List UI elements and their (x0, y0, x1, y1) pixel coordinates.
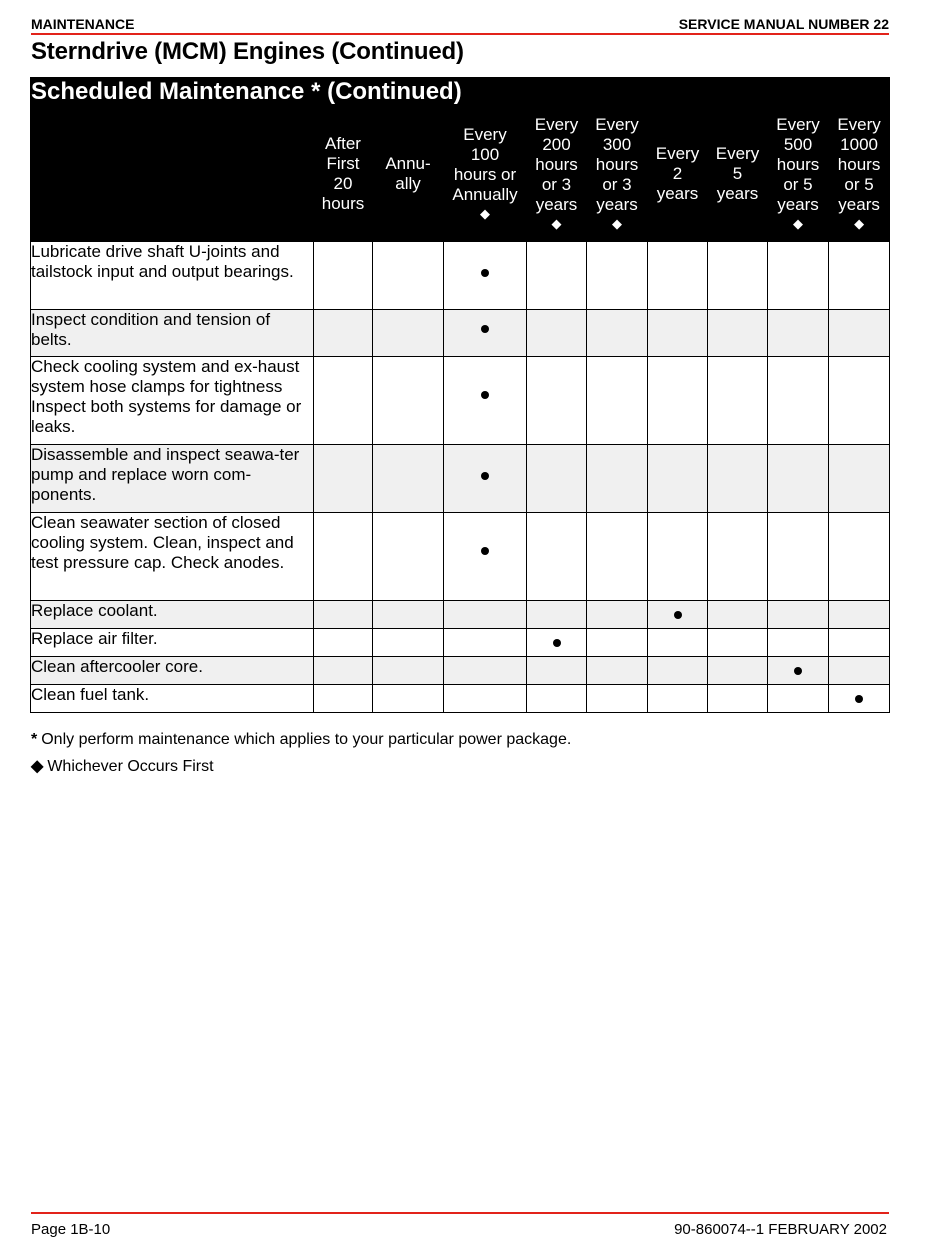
interval-cell (768, 601, 829, 629)
task-cell: Inspect condition and tension of belts. (31, 310, 314, 357)
interval-cell (587, 445, 648, 513)
interval-cell (768, 685, 829, 713)
manual-number-header: SERVICE MANUAL NUMBER 22 (678, 16, 889, 32)
interval-cell (373, 242, 444, 310)
top-divider (31, 33, 889, 35)
diamond-icon: ◆ (793, 216, 803, 231)
interval-cell (708, 657, 768, 685)
interval-cell (829, 357, 890, 445)
diamond-icon: ◆ (551, 216, 562, 231)
column-header-label: Every 500 hours or 5 years (776, 115, 820, 214)
column-header-8 (768, 107, 829, 242)
interval-cell (444, 601, 527, 629)
interval-cell (708, 685, 768, 713)
column-header-label: After First 20 hours (321, 134, 365, 213)
column-header-label: Every 5 years (715, 144, 760, 203)
interval-cell (444, 310, 527, 357)
interval-cell (314, 445, 373, 513)
interval-cell (527, 513, 587, 601)
maintenance-table (30, 77, 890, 713)
table-title: Scheduled Maintenance * (Continued) (31, 78, 890, 107)
interval-cell (527, 357, 587, 445)
task-cell: Lubricate drive shaft U-joints and tailstock input and output bearings. (31, 242, 314, 310)
interval-cell (648, 657, 708, 685)
checkmark-dot-icon (481, 269, 489, 277)
asterisk-symbol: * (31, 731, 38, 748)
diamond-note-text: Whichever Occurs First (47, 758, 214, 775)
document-number: 90-860074--1 FEBRUARY 2002 (674, 1221, 887, 1238)
asterisk-note (31, 726, 571, 753)
diamond-icon: ◆ (612, 216, 622, 231)
task-cell: Replace coolant. (31, 601, 314, 629)
interval-cell (768, 310, 829, 357)
interval-cell (648, 310, 708, 357)
interval-cell (527, 310, 587, 357)
interval-cell (444, 357, 527, 445)
interval-cell (314, 513, 373, 601)
interval-cell (829, 629, 890, 657)
interval-cell (829, 657, 890, 685)
interval-cell (314, 629, 373, 657)
diamond-icon: ◆ (31, 758, 44, 775)
interval-cell (829, 445, 890, 513)
interval-cell (648, 357, 708, 445)
checkmark-dot-icon (855, 695, 863, 703)
column-header-6 (648, 107, 708, 242)
interval-cell (648, 242, 708, 310)
asterisk-note-text: Only perform maintenance which applies to your particular power package. (41, 731, 572, 748)
interval-cell (708, 242, 768, 310)
interval-cell (373, 357, 444, 445)
interval-cell (314, 310, 373, 357)
diamond-note (31, 753, 571, 780)
column-header-label: Annu- ally (385, 154, 431, 193)
interval-cell (648, 685, 708, 713)
interval-cell (527, 685, 587, 713)
interval-cell (373, 629, 444, 657)
interval-cell (444, 685, 527, 713)
table-row (31, 685, 890, 713)
interval-cell (527, 629, 587, 657)
interval-cell (527, 445, 587, 513)
checkmark-dot-icon (481, 325, 489, 333)
interval-cell (527, 601, 587, 629)
task-cell: Clean seawater section of closed cooling system. Clean, inspect and test pressure cap. Check anodes. (31, 513, 314, 601)
column-header-label: Every 100 hours or Annually (452, 125, 518, 204)
interval-cell (587, 601, 648, 629)
section-header: MAINTENANCE (31, 16, 135, 32)
interval-cell (829, 601, 890, 629)
interval-cell (708, 601, 768, 629)
interval-cell (314, 601, 373, 629)
interval-cell (768, 357, 829, 445)
interval-cell (527, 242, 587, 310)
column-header-label: Every 2 years (655, 144, 700, 203)
table-body (31, 242, 890, 713)
page-title: Sterndrive (MCM) Engines (Continued) (31, 38, 464, 65)
column-header-label: Every 200 hours or 3 years (534, 115, 579, 214)
interval-cell (768, 629, 829, 657)
interval-cell (527, 657, 587, 685)
column-header-2 (373, 107, 444, 242)
interval-cell (587, 513, 648, 601)
checkmark-dot-icon (481, 547, 489, 555)
interval-cell (314, 685, 373, 713)
interval-cell (708, 513, 768, 601)
diamond-icon: ◆ (854, 216, 865, 231)
table-row (31, 310, 890, 357)
task-cell: Replace air filter. (31, 629, 314, 657)
interval-cell (587, 629, 648, 657)
column-header-3 (444, 107, 527, 242)
interval-cell (648, 629, 708, 657)
interval-cell (373, 310, 444, 357)
table-row (31, 357, 890, 445)
diamond-icon: ◆ (480, 206, 490, 221)
interval-cell (708, 357, 768, 445)
interval-cell (829, 513, 890, 601)
table-row (31, 629, 890, 657)
column-header-5 (587, 107, 648, 242)
table-row (31, 445, 890, 513)
interval-cell (444, 445, 527, 513)
interval-cell (708, 445, 768, 513)
column-header-7 (708, 107, 768, 242)
interval-cell (444, 513, 527, 601)
interval-cell (444, 629, 527, 657)
column-header-1 (314, 107, 373, 242)
interval-cell (314, 357, 373, 445)
interval-cell (648, 601, 708, 629)
interval-cell (587, 357, 648, 445)
interval-cell (373, 685, 444, 713)
interval-cell (648, 513, 708, 601)
checkmark-dot-icon (481, 391, 489, 399)
interval-cell (587, 310, 648, 357)
interval-cell (373, 513, 444, 601)
interval-cell (587, 685, 648, 713)
interval-cell (829, 242, 890, 310)
table-row (31, 601, 890, 629)
interval-cell (444, 242, 527, 310)
interval-cell (373, 445, 444, 513)
bottom-divider (31, 1212, 889, 1214)
task-cell: Disassemble and inspect seawa-ter pump and replace worn com-ponents. (31, 445, 314, 513)
interval-cell (829, 685, 890, 713)
checkmark-dot-icon (481, 472, 489, 480)
interval-cell (314, 242, 373, 310)
interval-cell (768, 242, 829, 310)
checkmark-dot-icon (794, 667, 802, 675)
interval-cell (829, 310, 890, 357)
task-cell: Check cooling system and ex-haust system hose clamps for tightness Inspect both systems for damage or leaks. (31, 357, 314, 445)
interval-cell (768, 657, 829, 685)
interval-cell (587, 657, 648, 685)
interval-cell (648, 445, 708, 513)
task-cell: Clean fuel tank. (31, 685, 314, 713)
footnotes (31, 726, 571, 780)
column-header-row (31, 107, 890, 242)
task-cell: Clean aftercooler core. (31, 657, 314, 685)
interval-cell (314, 657, 373, 685)
interval-cell (708, 310, 768, 357)
interval-cell (768, 513, 829, 601)
column-header-4 (527, 107, 587, 242)
interval-cell (373, 657, 444, 685)
table-row (31, 242, 890, 310)
column-header-9 (829, 107, 890, 242)
table-row (31, 513, 890, 601)
table-row (31, 657, 890, 685)
interval-cell (373, 601, 444, 629)
interval-cell (444, 657, 527, 685)
column-header-label: Every 300 hours or 3 years (595, 115, 639, 214)
interval-cell (768, 445, 829, 513)
checkmark-dot-icon (553, 639, 561, 647)
task-column-header (31, 107, 314, 242)
column-header-label: Every 1000 hours or 5 years (837, 115, 881, 214)
checkmark-dot-icon (674, 611, 682, 619)
interval-cell (587, 242, 648, 310)
interval-cell (708, 629, 768, 657)
page-number: Page 1B-10 (31, 1221, 111, 1238)
